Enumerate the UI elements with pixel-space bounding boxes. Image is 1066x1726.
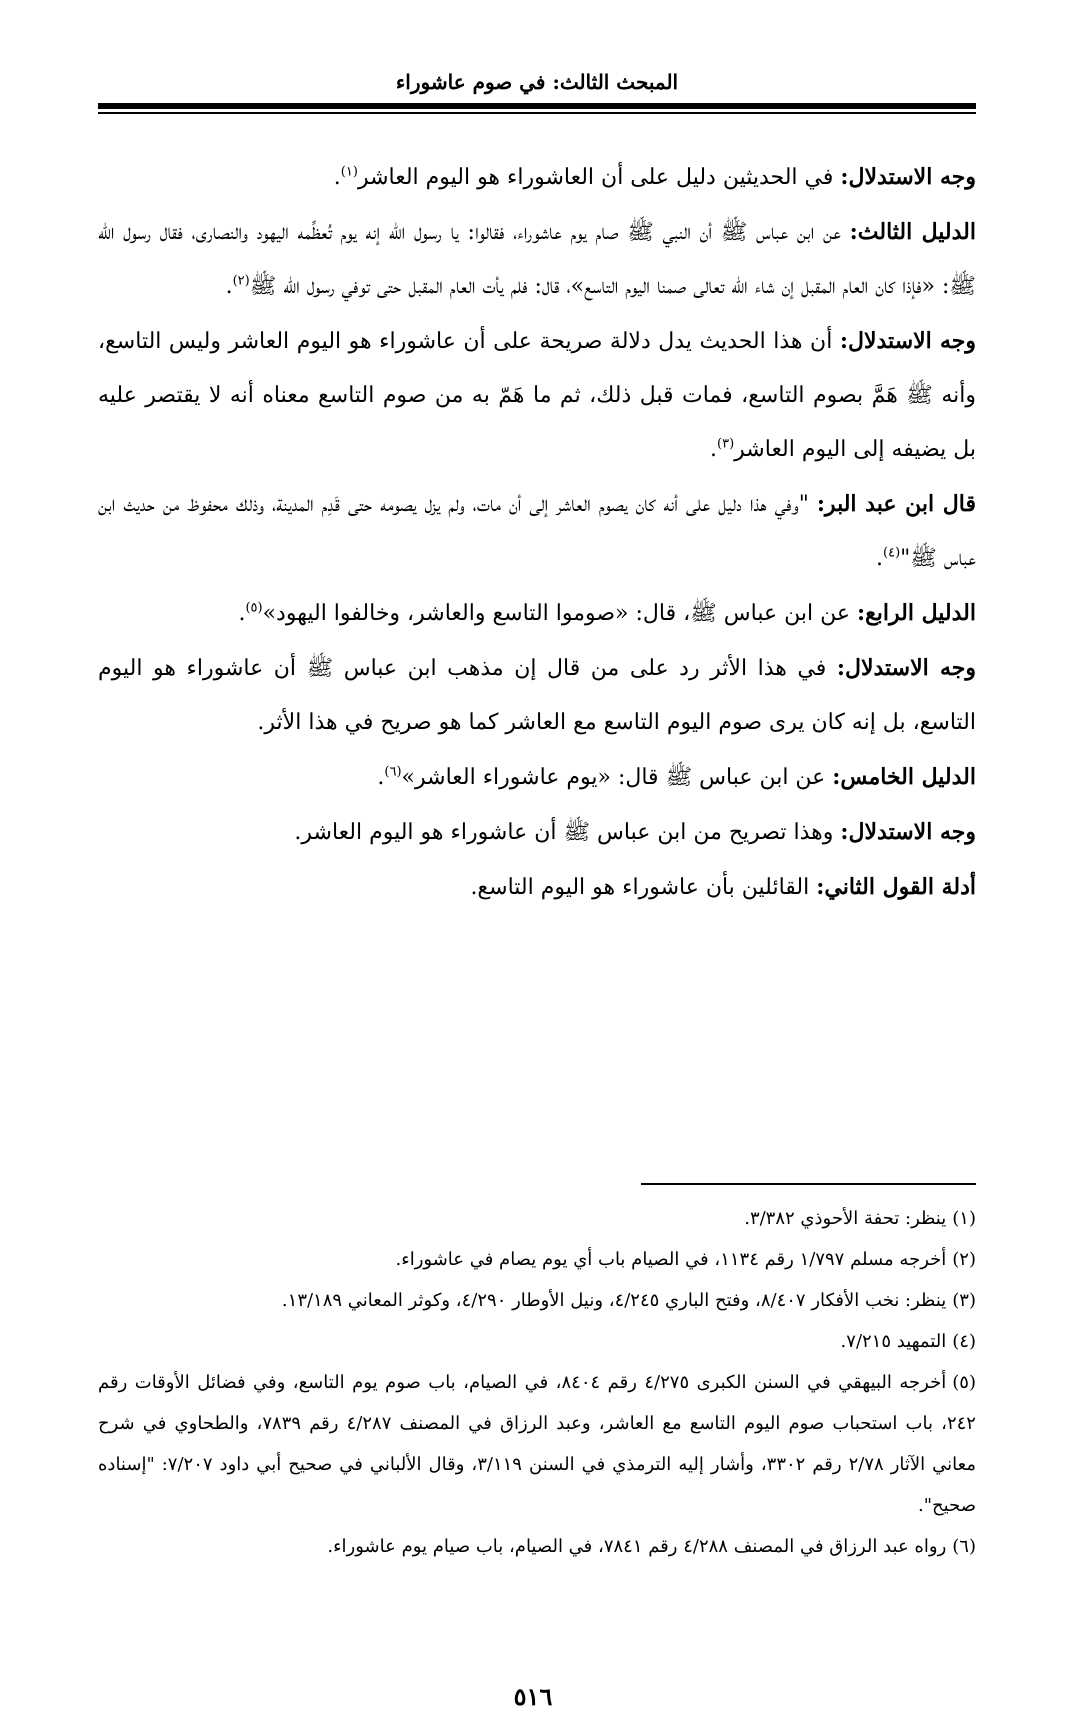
footnote-number: (٣)	[952, 1290, 976, 1311]
footnote	[98, 1362, 976, 1526]
footnote-number: (٢)	[952, 1249, 976, 1270]
paragraph-text: أن هذا الحديث يدل دلالة صريحة على أن عاشوراء هو اليوم العاشر وليس التاسع، وأنه ﷺ هَمَّ بصوم التاسع، فمات قبل ذلك، ثم ما هَمّ به من صوم التاسع معناه أنه لا يقتصر عليه بل يضيفه إلى اليوم العاشر	[98, 329, 976, 462]
footnote	[98, 1280, 976, 1321]
paragraph	[98, 860, 976, 915]
footnote-ref[interactable]: (٣)	[717, 436, 735, 452]
footnote-ref[interactable]: (٥)	[245, 600, 263, 616]
footnote-ref[interactable]: (٤)	[883, 545, 901, 561]
footnote	[98, 1321, 976, 1362]
footnote-number: (٦)	[952, 1536, 976, 1557]
footnote-number: (٥)	[952, 1372, 976, 1393]
paragraph-text: في الحديثين دليل على أن العاشوراء هو اليوم العاشر	[357, 165, 841, 190]
paragraph-label: وجه الاستدلال:	[836, 655, 977, 681]
paragraph-text: القائلين بأن عاشوراء هو اليوم التاسع.	[470, 875, 817, 900]
paragraph-end-punct: .	[225, 274, 233, 299]
footnote-text: أخرجه البيهقي في السنن الكبرى ٤/٢٧٥ رقم ٨٤٠٤، في الصيام، باب صوم يوم التاسع، وفي فضائل الأوقات رقم ٢٤٢، باب استحباب صوم اليوم التاسع مع العاشر، وعبد الرزاق في المصنف ٤/٢٨٧ رقم ٧٨٣٩، والطحاوي في شرح معاني الآثار ٢/٧٨ رقم ٣٣٠٢، وأشار إليه الترمذي في السنن ٣/١١٩، وقال الألباني في صحيح أبي داود ٧/٢٠٧: "إسناده صحيح".	[98, 1372, 976, 1516]
footnote	[98, 1198, 976, 1239]
paragraph-label: الدليل الثالث:	[849, 219, 976, 245]
paragraph-text: عن ابن عباس ﷺ، قال: «صوموا التاسع والعاشر، وخالفوا اليهود»	[262, 601, 857, 626]
paragraph	[98, 641, 976, 750]
footnote-number: (١)	[952, 1208, 976, 1229]
header-rule-thick	[98, 103, 976, 109]
paragraph-end-punct: .	[377, 765, 385, 790]
paragraph	[98, 805, 976, 860]
footnote-text: رواه عبد الرزاق في المصنف ٤/٢٨٨ رقم ٧٨٤١، في الصيام، باب صيام يوم عاشوراء.	[327, 1536, 947, 1557]
footnote-number: (٤)	[952, 1331, 976, 1352]
header-rule-thin	[98, 112, 976, 114]
footnote-text: التمهيد ٧/٢١٥.	[840, 1331, 947, 1352]
footnote-text: ينظر: تحفة الأحوذي ٣/٣٨٢.	[744, 1208, 947, 1229]
paragraph	[98, 750, 976, 805]
running-header: المبحث الثالث: في صوم عاشوراء	[395, 70, 679, 94]
paragraph-end-punct: .	[710, 437, 718, 462]
paragraph	[98, 314, 976, 477]
paragraph	[98, 586, 976, 641]
footnote-text: أخرجه مسلم ١/٧٩٧ رقم ١١٣٤، في الصيام باب أي يوم يصام في عاشوراء.	[395, 1249, 947, 1270]
page-number: ٥١٦	[513, 1682, 553, 1711]
paragraph-text: وهذا تصريح من ابن عباس ﷺ أن عاشوراء هو اليوم العاشر.	[294, 820, 841, 845]
paragraph-text: "وفي هذا دليل على أنه كان يصوم العاشر إلى أن مات، ولم يزل يصومه حتى قَدِم المدينة، وذلك محفوظ من حديث ابن عباس ﷺ"	[98, 492, 976, 571]
paragraph-label: أدلة القول الثاني:	[816, 874, 976, 900]
paragraph-text: في هذا الأثر رد على من قال إن مذهب ابن عباس ﷺ أن عاشوراء هو اليوم التاسع، بل إنه كان يرى صوم اليوم التاسع مع العاشر كما هو صريح في هذا الأثر.	[98, 656, 976, 735]
footnotes	[98, 1198, 976, 1567]
footnote-ref[interactable]: (٢)	[232, 273, 250, 289]
footnote-ref[interactable]: (١)	[340, 164, 358, 180]
paragraph-label: وجه الاستدلال:	[840, 819, 976, 845]
paragraph-end-punct: .	[876, 546, 884, 571]
paragraph	[98, 477, 976, 586]
paragraph-text: عن ابن عباس ﷺ أن النبي ﷺ صام يوم عاشوراء، فقالوا: يا رسول الله إنه يوم تُعظِّمه اليهود والنصارى، فقال رسول الله ﷺ: «فإذا كان العام المقبل إن شاء الله تعالى صمنا اليوم التاسع»، قال: فلم يأت العام المقبل حتى توفي رسول الله ﷺ	[98, 220, 976, 299]
footnote	[98, 1239, 976, 1280]
paragraph	[98, 150, 976, 205]
footnote	[98, 1526, 976, 1567]
paragraph-label: الدليل الخامس:	[832, 764, 976, 790]
paragraph-label: قال ابن عبد البر:	[816, 491, 976, 517]
paragraph-end-punct: .	[333, 165, 341, 190]
paragraph-end-punct: .	[238, 601, 246, 626]
footnote-ref[interactable]: (٦)	[384, 764, 402, 780]
paragraph	[98, 205, 976, 314]
paragraph-label: وجه الاستدلال:	[840, 164, 976, 190]
paragraph-label: وجه الاستدلال:	[839, 328, 976, 354]
paragraph-text: عن ابن عباس ﷺ قال: «يوم عاشوراء العاشر»	[401, 765, 833, 790]
footnote-text: ينظر: نخب الأفكار ٨/٤٠٧، وفتح الباري ٤/٢٤٥، ونيل الأوطار ٤/٢٩٠، وكوثر المعاني ١٣/١٨٩.	[281, 1290, 947, 1311]
paragraph-label: الدليل الرابع:	[856, 600, 976, 626]
footnote-separator	[641, 1183, 976, 1185]
main-text	[98, 150, 976, 915]
